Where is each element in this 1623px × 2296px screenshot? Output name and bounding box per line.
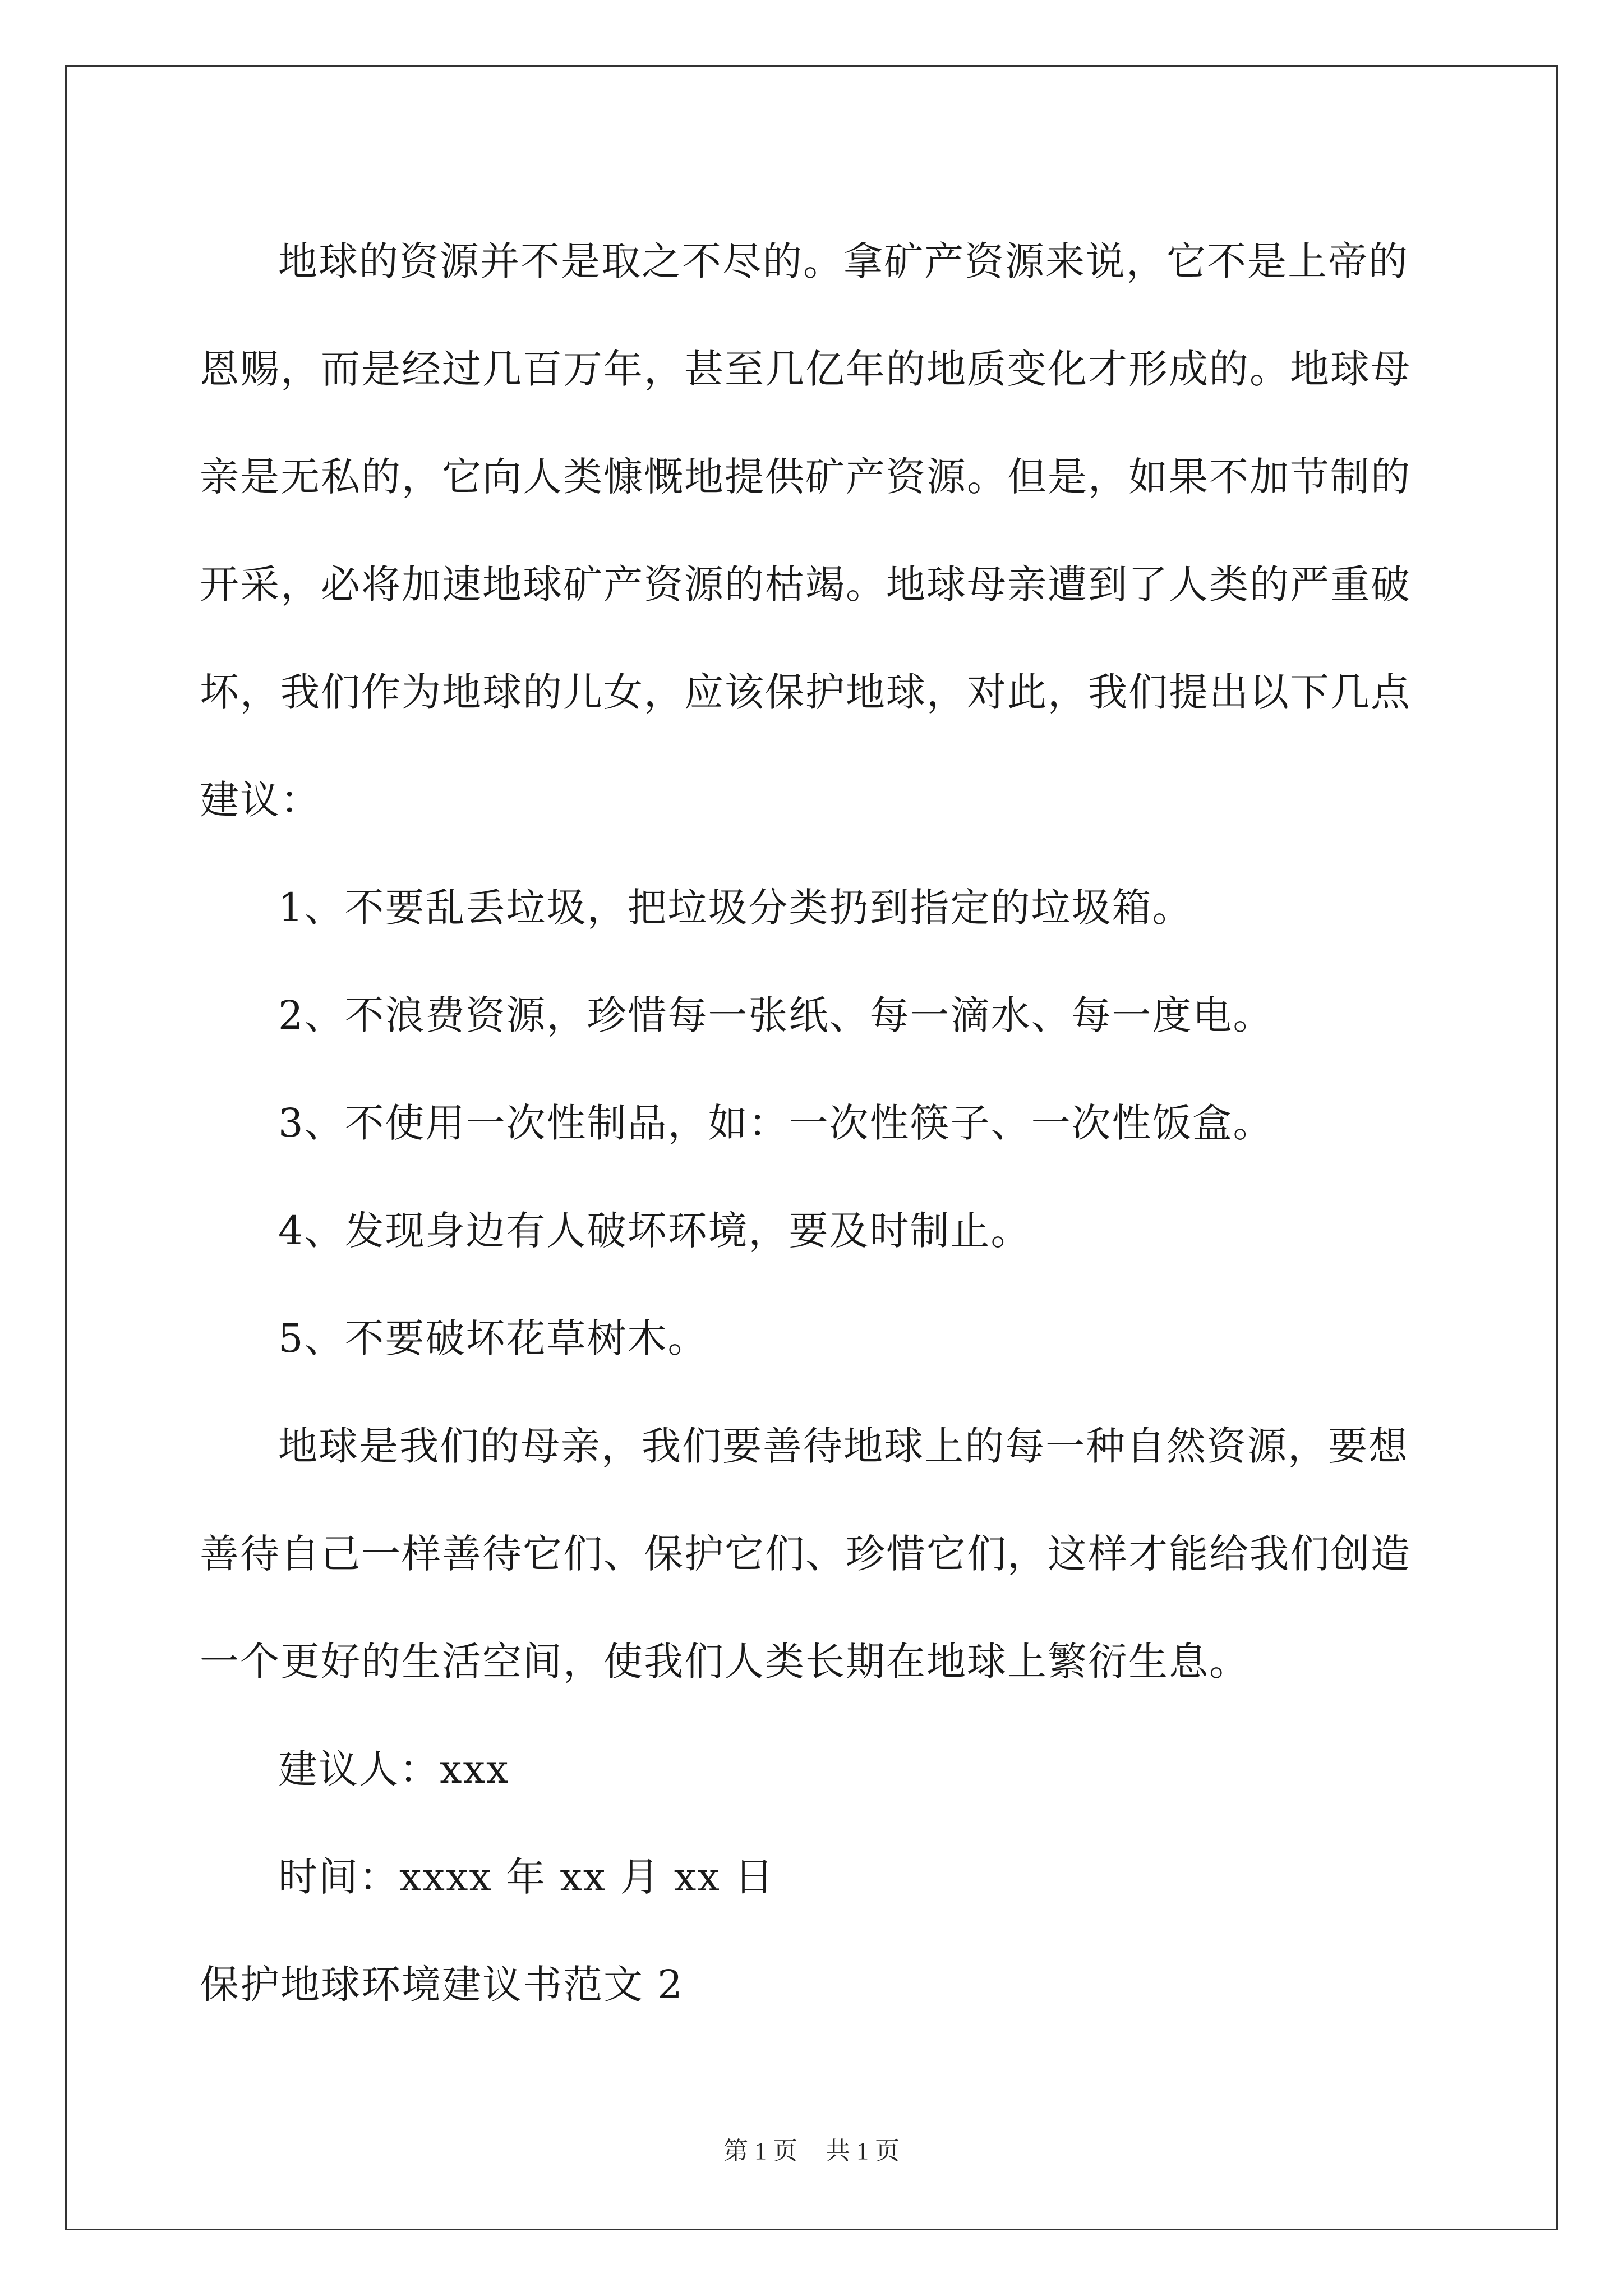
closing-paragraph: 地球是我们的母亲，我们要善待地球上的每一种自然资源，要想善待自己一样善待它们、保护它们、珍惜它们，这样才能给我们创造一个更好的生活空间，使我们人类长期在地球上繁衍生息。	[200, 1423, 1411, 1685]
suggestion-item-3: 3、不使用一次性制品，如：一次性筷子、一次性饭盒。	[278, 1100, 1274, 1146]
suggestion-item-1: 1、不要乱丢垃圾，把垃圾分类扔到指定的垃圾箱。	[278, 885, 1193, 931]
document-body	[200, 208, 1425, 2039]
suggestion-item-4: 4、发现身边有人破坏环境，要及时制止。	[278, 1208, 1031, 1254]
next-section-title: 保护地球环境建议书范文 2	[200, 1962, 684, 2008]
suggestion-item-5: 5、不要破坏花草树木。	[278, 1315, 708, 1361]
page-footer	[0, 2131, 1623, 2166]
signer-line: 建议人：xxx	[278, 1746, 510, 1792]
intro-paragraph: 地球的资源并不是取之不尽的。拿矿产资源来说，它不是上帝的恩赐，而是经过几百万年，甚至几亿年的地质变化才形成的。地球母亲是无私的，它向人类慷慨地提供矿产资源。但是，如果不加节制的开采，必将加速地球矿产资源的枯竭。地球母亲遭到了人类的严重破坏，我们作为地球的儿女，应该保护地球，对此，我们提出以下几点建议：	[200, 238, 1411, 823]
suggestion-item-2: 2、不浪费资源，珍惜每一张纸、每一滴水、每一度电。	[278, 992, 1274, 1038]
page-total: 共 1 页	[826, 2137, 900, 2165]
page-number: 第 1 页	[723, 2137, 797, 2165]
date-line: 时间：xxxx 年 xx 月 xx 日	[278, 1854, 775, 1900]
